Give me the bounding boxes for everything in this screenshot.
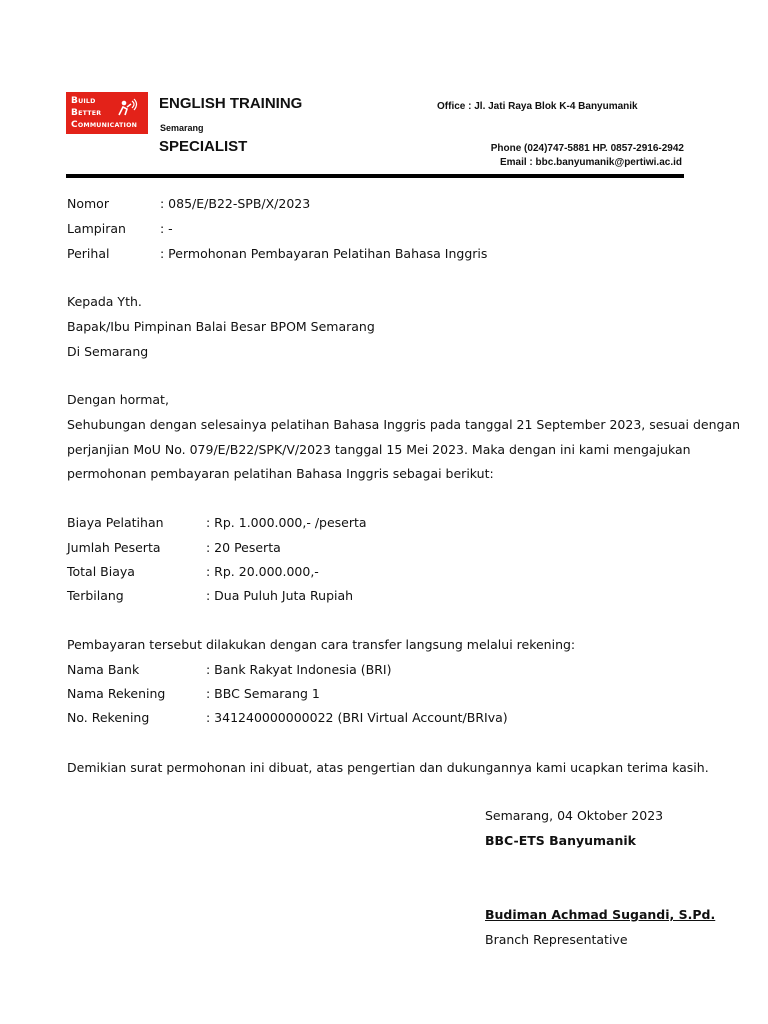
cost-label: Jumlah Peserta <box>67 540 161 555</box>
place-date: Semarang, 04 Oktober 2023 <box>485 808 664 823</box>
signatory-title: Branch Representative <box>485 932 628 947</box>
signatory-name: Budiman Achmad Sugandi, S.Pd. <box>485 907 716 922</box>
cost-label: Total Biaya <box>67 564 135 579</box>
org-city: Semarang <box>160 123 204 133</box>
recipient-line: Kepada Yth. <box>67 294 142 309</box>
closing-text: Demikian surat permohonan ini dibuat, atas pengertian dan dukungannya kami ucapkan terima kasih. <box>67 760 709 775</box>
office-address: Office : Jl. Jati Raya Blok K-4 Banyumanik <box>437 101 638 112</box>
logo-line-1: BUILD <box>71 96 96 106</box>
org-name: ENGLISH TRAINING <box>159 95 303 112</box>
field-label-lampiran: Lampiran <box>67 221 126 236</box>
cost-value: : Rp. 1.000.000,- /peserta <box>206 515 367 530</box>
bank-value: : BBC Semarang 1 <box>206 686 320 701</box>
cost-value: : Rp. 20.000.000,- <box>206 564 319 579</box>
intro-line: Sehubungan dengan selesainya pelatihan Bahasa Inggris pada tanggal 21 September 2023, sesuai dengan <box>67 417 741 432</box>
speaker-icon <box>116 98 138 118</box>
bank-label: Nama Bank <box>67 662 140 677</box>
email-line: Email : bbc.banyumanik@pertiwi.ac.id <box>499 157 682 168</box>
recipient-line: Bapak/Ibu Pimpinan Balai Besar BPOM Semarang <box>67 319 375 334</box>
bank-value: : 341240000000022 (BRI Virtual Account/BRIva) <box>206 710 508 725</box>
field-value-perihal: : Permohonan Pembayaran Pelatihan Bahasa Inggris <box>160 246 488 261</box>
field-label-nomor: Nomor <box>67 196 109 211</box>
recipient-line: Di Semarang <box>67 344 149 359</box>
bank-value: : Bank Rakyat Indonesia (BRI) <box>206 662 392 677</box>
field-label-perihal: Perihal <box>67 246 110 261</box>
logo-line-3: COMMUNICATION <box>71 120 138 130</box>
cost-label: Terbilang <box>67 588 124 603</box>
field-value-lampiran: : - <box>160 221 173 236</box>
intro-line: perjanjian MoU No. 079/E/B22/SPK/V/2023 tanggal 15 Mei 2023. Maka dengan ini kami mengajukan <box>67 442 691 457</box>
cost-value: : 20 Peserta <box>206 540 281 555</box>
intro-line: permohonan pembayaran pelatihan Bahasa Inggris sebagai berikut: <box>67 466 494 481</box>
org-suffix: SPECIALIST <box>159 138 248 155</box>
company-logo <box>66 92 148 134</box>
greeting: Dengan hormat, <box>67 392 169 407</box>
cost-value: : Dua Puluh Juta Rupiah <box>206 588 354 603</box>
phone-line: Phone (024)747-5881 HP. 0857-2916-2942 <box>490 143 684 154</box>
logo-line-2: BETTER <box>71 108 102 118</box>
signature-org: BBC-ETS Banyumanik <box>485 833 636 848</box>
bank-label: No. Rekening <box>67 710 150 725</box>
bank-label: Nama Rekening <box>67 686 166 701</box>
payment-intro: Pembayaran tersebut dilakukan dengan cara transfer langsung melalui rekening: <box>67 637 576 652</box>
field-value-nomor: : 085/E/B22-SPB/X/2023 <box>160 196 311 211</box>
cost-label: Biaya Pelatihan <box>67 515 164 530</box>
header-rule <box>66 174 684 178</box>
